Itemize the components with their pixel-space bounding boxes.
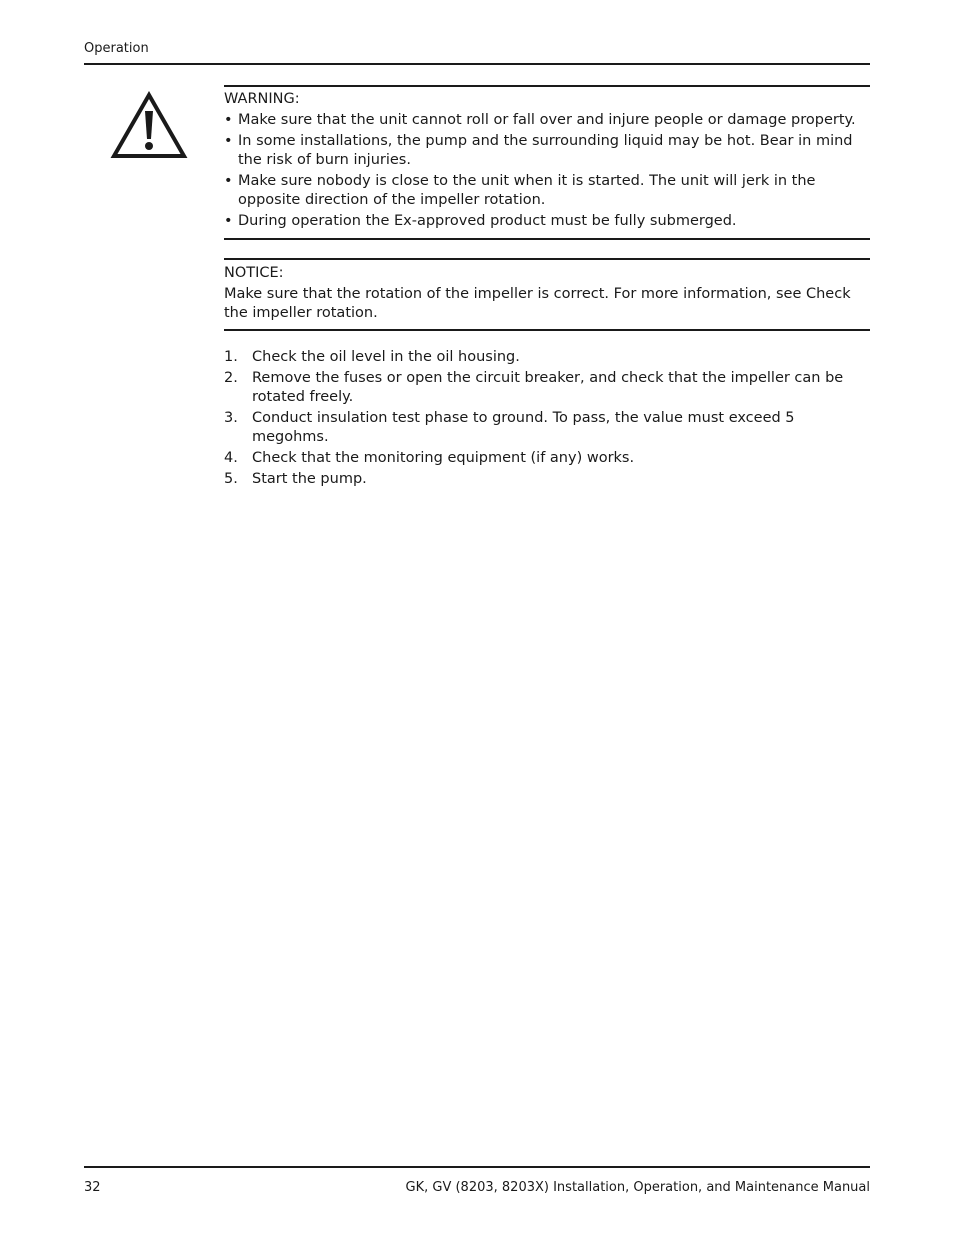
page-number: 32: [84, 1180, 101, 1195]
step-text: Remove the fuses or open the circuit breaker, and check that the impeller can be rotated freely.: [252, 370, 844, 405]
list-item: [224, 111, 870, 130]
warning-list: [224, 111, 870, 231]
list-item: [224, 470, 870, 489]
step-text: Check that the monitoring equipment (if any) works.: [252, 450, 635, 466]
warning-box: [224, 90, 870, 233]
notice-text: Make sure that the rotation of the impeller is correct. For more information, see Check the impeller rotation.: [224, 286, 851, 321]
step-number: 5.: [224, 471, 238, 487]
bullet-icon: •: [224, 133, 233, 149]
list-item: [224, 409, 870, 447]
list-item: [224, 172, 870, 210]
manual-title: GK, GV (8203, 8203X) Installation, Operation, and Maintenance Manual: [405, 1180, 870, 1195]
step-number: 2.: [224, 370, 238, 386]
list-item: [224, 449, 870, 468]
notice-heading: NOTICE:: [224, 265, 284, 281]
bullet-icon: •: [224, 173, 233, 189]
bullet-icon: •: [224, 112, 233, 128]
warning-heading: WARNING:: [224, 91, 300, 107]
warning-top-rule: [224, 85, 870, 87]
step-text: Start the pump.: [252, 471, 367, 487]
header-rule: [84, 63, 870, 65]
list-item: [224, 369, 870, 407]
running-header: Operation: [84, 41, 149, 56]
step-number: 3.: [224, 410, 238, 426]
list-item: [224, 212, 870, 231]
warning-item-text: During operation the Ex-approved product must be fully submerged.: [238, 213, 737, 229]
procedure-steps: [224, 348, 870, 491]
step-number: 4.: [224, 450, 238, 466]
step-text: Check the oil level in the oil housing.: [252, 349, 520, 365]
warning-item-text: In some installations, the pump and the surrounding liquid may be hot. Bear in mind the risk of burn injuries.: [238, 133, 853, 168]
warning-bottom-rule: [224, 238, 870, 240]
footer-rule: [84, 1166, 870, 1168]
list-item: [224, 132, 870, 170]
step-number: 1.: [224, 349, 238, 365]
warning-triangle-icon: [110, 91, 188, 159]
warning-item-text: Make sure nobody is close to the unit when it is started. The unit will jerk in the opposite direction of the impeller rotation.: [238, 173, 816, 208]
step-text: Conduct insulation test phase to ground. To pass, the value must exceed 5 megohms.: [252, 410, 795, 445]
notice-bottom-rule: [224, 329, 870, 331]
list-item: [224, 348, 870, 367]
warning-item-text: Make sure that the unit cannot roll or fall over and injure people or damage property.: [238, 112, 856, 128]
bullet-icon: •: [224, 213, 233, 229]
notice-top-rule: [224, 258, 870, 260]
notice-box: [224, 264, 870, 323]
